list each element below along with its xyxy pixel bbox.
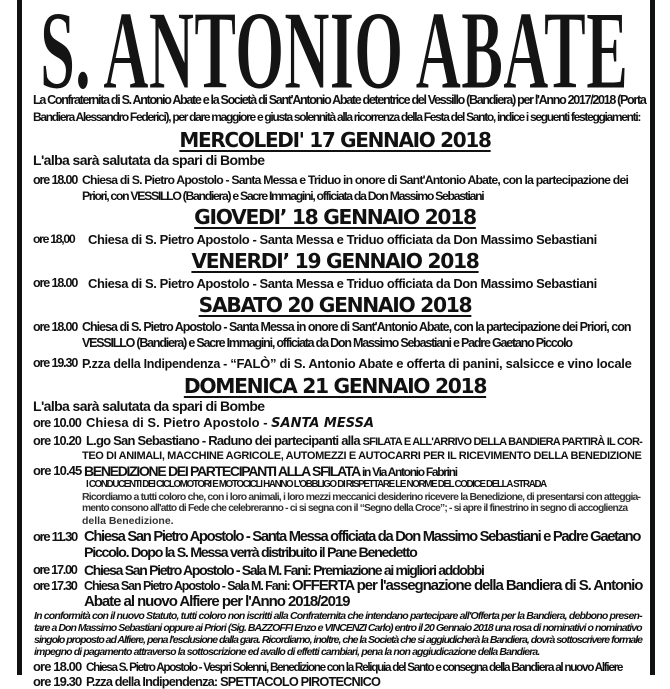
heading-text: SABATO 20 GENNAIO 2018 [198,293,472,317]
time-label: ore 10.45 [33,463,82,478]
event-line: VESSILLO (Bandiera) e Sacre Immagini, officiata da Don Massimo Sebastiani e Padre Gaetano Piccolo [82,336,572,350]
time-label: ore 17.00 [33,562,77,577]
intro-line-1: La Confraternita di S. Antonio Abate e la Società di Sant'Antonio Abate detentrice del Vessillo (Bandiera) per l'Anno 2017/2018 (Porta [33,93,646,107]
event-line [86,433,642,450]
place-text: P.zza della Indipendenza - [82,357,231,371]
time-label: ore 10.00 [33,415,82,430]
fireworks-text: SPETTACOLO PIROTECNICO [220,674,381,689]
event-line: Priori, con VESSILLO (Bandiera) e Sacre Immagini, officiata da Don Massimo Sebastiani [82,189,484,203]
reminder-line: mento consono all'atto di Fede che celebreranno - ci si segna con il “Segno della Croce”; - si apre il finestrino in segno di accoglienza [82,503,628,514]
dawn-note: L'alba sarà salutata da spari di Bombe [33,152,265,168]
heading-text: GIOVEDI’ 18 GENNAIO 2018 [194,205,476,229]
time-label: ore 11.30 [33,529,77,544]
time-label: ore 18.00 [33,276,78,290]
event-line: Chiesa San Pietro Apostolo - Sala M. Fani: Premiazione ai migliori addobbi [84,562,484,578]
event-line: Chiesa di S. Pietro Apostolo - Santa Messa e Triduo in onore di Sant'Antonio Abate, con la partecipazione dei [82,173,629,187]
time-label: ore 18.00 [33,173,78,187]
event-line: Chiesa di S. Pietro Apostolo - Santa Messa in onore di Sant'Antonio Abate, con la partecipazione dei Priori, con [82,320,631,334]
event-line: Chiesa di S. Pietro Apostolo - Santa Messa e Triduo officiata da Don Massimo Sebastiani [88,232,597,247]
heading-text: DOMENICA 21 GENNAIO 2018 [183,374,487,398]
right-border [650,0,655,675]
heading-text: VENERDI’ 19 GENNAIO 2018 [191,249,479,273]
reminder-line: della Benedizione. [82,515,174,527]
event-text: “FALÒ” di S. Antonio Abate e offerta di panini, salsicce e vino locale [230,356,632,371]
place-text: in Via Antonio Fabrini [359,465,457,479]
time-label: ore 18.00 [33,659,82,674]
statute-note-line: impegno di pagamento attraverso la sottoscrizione ed avallo di effetti cambiari, pena la non aggiudicazione della Bandiera. [34,646,540,658]
event-line: TEO DI ANIMALI, MACCHINE AGRICOLE, AUTOMEZZI E AUTOCARRI PER IL RICEVIMENTO DELLA BENEDIZIONE [82,450,642,462]
heading-saturday [0,293,670,317]
event-line: Chiesa di S. Pietro Apostolo - Santa Messa e Triduo officiata da Don Massimo Sebastiani [88,276,597,291]
event-line: Piccolo. Dopo la S. Messa verrà distribuito il Pane Benedetto [84,545,417,561]
event-text: al nuovo Alfiere [553,661,623,674]
holy-mass-text: SANTA MESSA [271,416,375,431]
title-text: S. ANTONIO ABATE [40,0,628,100]
event-line: Chiesa San Pietro Apostolo - Santa Messa officiata da Don Massimo Sebastiani e Padre Gaetano [84,529,641,545]
time-label: ore 10.20 [33,433,82,448]
dawn-note: L'alba sarà salutata da spari di Bombe [33,398,265,414]
heading-thursday [0,205,670,229]
time-label: ore 19.30 [33,674,82,689]
event-line [86,674,380,689]
blessing-text: BENEDIZIONE DEI PARTECIPANTI ALLA SFILATA [84,463,360,479]
reminder-line: Ricordiamo a tutti coloro che, con i loro animali, i loro mezzi meccanici desiderino ricevere la Benedizione, di presentarsi con atteggia- [82,491,641,503]
event-line [86,415,374,431]
event-line [84,578,642,594]
offer-text: OFFERTA per l'assegnazione della Bandiera di S. Antonio [292,577,643,594]
statute-note-line: In conformità con il nuovo Statuto, tutti coloro non iscritti alla Confraternita che intendano partecipare all'Offerta per la Bandiera, debbono presen- [34,610,642,622]
place-text: L.go San Sebastiano - Raduno dei partecipanti alla [86,433,363,448]
event-line [86,659,622,675]
time-label: ore 18,00 [33,232,75,246]
heading-wednesday [0,128,670,152]
time-label: ore 19.30 [33,356,78,370]
heading-text: MERCOLEDI' 17 GENNAIO 2018 [179,128,491,152]
flag-text: Bandiera [511,660,554,674]
place-text: Chiesa di S. Pietro Apostolo - [86,415,272,430]
time-label: ore 18.00 [33,320,78,334]
event-line [82,356,632,372]
traffic-rules-note: I CONDUCENTI DEI CICLOMOTORI E MOTOCICLI HANNO L'OBBLIGO DI RISPETTARE LE NORME DEL CODICE DELLA STRADA [86,479,546,490]
parade-text: SFILATA E ALL'ARRIVO DELLA BANDIERA PARTIRÀ IL COR- [362,436,642,448]
place-text: P.zza della Indipendenza: [86,674,221,689]
heading-sunday [0,374,670,398]
time-label: ore 17.30 [33,578,77,593]
heading-friday [0,249,670,273]
poster-title [0,0,670,100]
intro-line-2: Bandiera Alessandro Federici), per dare maggiore e giusta solennità alla ricorrenza della Festa del Santo, indice i seguenti festeggiamenti: [33,110,641,124]
statute-note-line: tare a Don Massimo Sebastiani oppure ai Priori (Sig. BAZZOFFI Enzo e VINCENZI Carlo) entro il 20 Gennaio 2018 una rosa di nominativi o nominativo [34,622,642,634]
event-text: Chiesa S. Pietro Apostolo - Vespri Solenni, Benedizione con la Reliquia del Santo e consegna della [86,661,512,674]
event-line [84,463,457,480]
left-border [17,0,22,675]
event-line: Abate al nuovo Alfiere per l'Anno 2018/2019 [84,593,350,610]
statute-note-line: singolo proposto ad Alfiere, pena l'esclusione dalla gara. Ricordiamo, inoltre, che la Società che si aggiudicherà la Bandiera, dovrà sottoscrivere formale [34,634,642,646]
place-text: Chiesa San Pietro Apostolo - Sala M. Fani: [84,579,292,593]
